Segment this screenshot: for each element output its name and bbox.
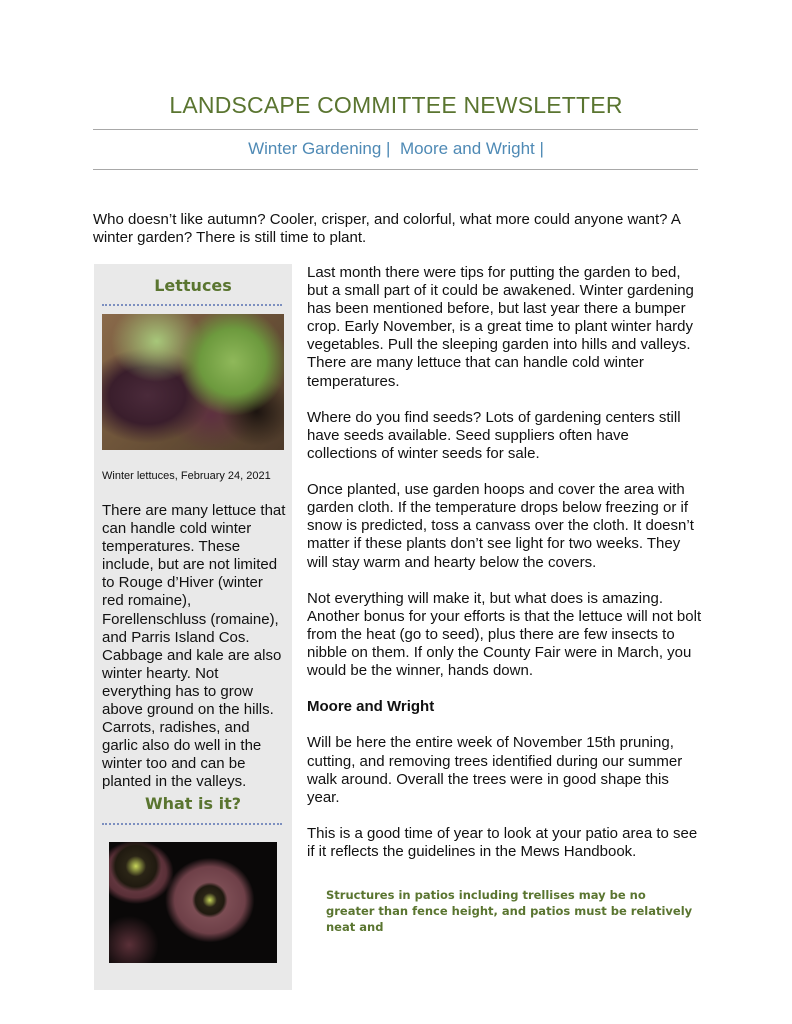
flower-photo [109, 842, 277, 963]
handbook-quote: Structures in patios including trellises may be no greater than fence height, and patios must be relatively neat and [326, 888, 693, 934]
sidebar-box [94, 264, 292, 990]
intro-paragraph: Who doesn’t like autumn? Cooler, crisper, and colorful, what more could anyone want? A winter garden? There is still time to plant. [93, 211, 680, 246]
dotted-divider [102, 304, 282, 306]
sidebar-heading-what-is-it: What is it? [144, 794, 242, 813]
article-paragraph: Will be here the entire week of November 15th pruning, cutting, and removing trees identified during our summer walk around. Overall the trees were in good shape this year. [307, 734, 683, 806]
dotted-divider [102, 823, 282, 825]
header-divider-bottom [93, 169, 698, 170]
article-paragraph: Where do you find seeds? Lots of gardening centers still have seeds available. Seed suppliers often have collections of winter seeds for sale. [307, 408, 681, 462]
sidebar-body-text: There are many lettuce that can handle cold winter temperatures. These include, but are not limited to Rouge d’Hiver (winter red romaine), Forellenschluss (romaine), and Parris Island Cos. Cabbage and kale are also winter hearty. Not everything has to grow above ground on the hills. Carrots, radishes, and garlic also do well in the winter too and can be planted in the valleys. [102, 502, 286, 791]
lettuce-photo-caption: Winter lettuces, February 24, 2021 [102, 470, 271, 482]
article-paragraph: Once planted, use garden hoops and cover the area with garden cloth. If the temperature drops below freezing or if snow is predicted, toss a canvass over the cloth. It doesn’t matter if these plants don’t see light for two weeks. They will stay warm and hearty below the covers. [307, 481, 694, 571]
nav-link-winter-gardening[interactable]: Winter Gardening | [248, 139, 391, 158]
header-divider-top [93, 129, 698, 130]
newsletter-title: LANDSCAPE COMMITTEE NEWSLETTER [169, 92, 623, 118]
article-paragraph: Not everything will make it, but what does is amazing. Another bonus for your efforts is that the lettuce will not bolt from the heat (go to seed), plus there are few insects to nibble on them. If only the County Fair were in March, you would be the winner, hands down. [307, 589, 702, 680]
section-subheading: Moore and Wright [307, 698, 435, 716]
article-paragraph: This is a good time of year to look at your patio area to see if it reflects the guidelines in the Mews Handbook. [307, 824, 698, 860]
main-article [307, 264, 702, 879]
lettuce-photo [102, 314, 284, 450]
nav-link-moore-and-wright[interactable]: Moore and Wright | [399, 139, 544, 158]
section-nav [0, 139, 792, 159]
article-paragraph: Last month there were tips for putting the garden to bed, but a small part of it could be awakened. Winter gardening has been mentioned before, but last year there a bumper crop. Early November, is a great time to plant winter hardy vegetables. Pull the sleeping garden into hills and valleys. There are many lettuce that can handle cold winter temperatures. [307, 264, 694, 390]
sidebar-heading-lettuces: Lettuces [154, 276, 232, 295]
